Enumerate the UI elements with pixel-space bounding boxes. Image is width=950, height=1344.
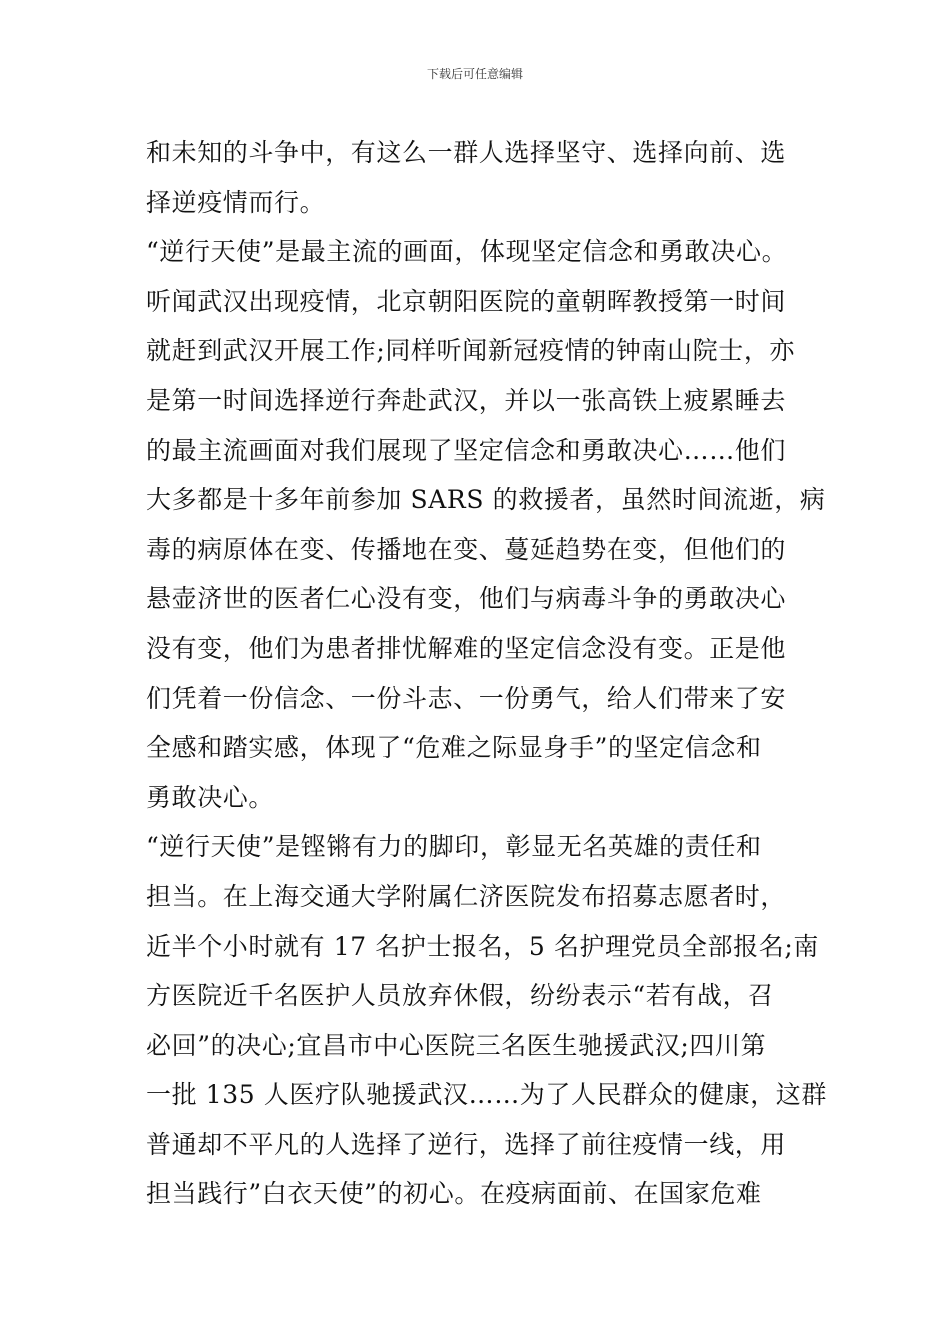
text-line: 和未知的斗争中，有这么一群人选择坚守、选择向前、选	[146, 138, 787, 167]
text-line: 必回”的决心;宜昌市中心医院三名医生驰援武汉;四川第	[146, 1030, 767, 1060]
text-line: 全感和踏实感，体现了“危难之际显身手”的坚定信念和	[146, 733, 762, 763]
text-line: “逆行天使”是最主流的画面，体现坚定信念和勇敢决心。	[146, 237, 788, 267]
text-line: 大多都是十多年前参加 SARS 的救援者，虽然时间流逝，病	[146, 485, 826, 515]
text-line: 担当。在上海交通大学附属仁济医院发布招募志愿者时，	[146, 881, 787, 911]
text-line: 方医院近千名医护人员放弃休假，纷纷表示“若有战，召	[146, 981, 774, 1011]
text-line: 近半个小时就有 17 名护士报名，5 名护理党员全部报名;南	[146, 931, 819, 961]
text-line: 的最主流画面对我们展现了坚定信念和勇敢决心……他们	[146, 435, 787, 465]
text-line: 一批 135 人医疗队驰援武汉……为了人民群众的健康，这群	[146, 1080, 828, 1110]
text-line: 们凭着一份信念、一份斗志、一份勇气，给人们带来了安	[146, 683, 787, 713]
text-line: 普通却不平凡的人选择了逆行，选择了前往疫情一线，用	[146, 1129, 787, 1159]
text-line: 勇敢决心。	[146, 782, 275, 812]
text-line: 毒的病原体在变、传播地在变、蔓延趋势在变，但他们的	[146, 534, 787, 564]
text-line: “逆行天使”是铿锵有力的脚印，彰显无名英雄的责任和	[146, 832, 762, 862]
document-body	[146, 128, 826, 1219]
text-line: 就赶到武汉开展工作;同样听闻新冠疫情的钟南山院士，亦	[146, 336, 796, 366]
text-line: 是第一时间选择逆行奔赴武汉，并以一张高铁上疲累睡去	[146, 385, 787, 415]
text-line: 悬壶济世的医者仁心没有变，他们与病毒斗争的勇敢决心	[146, 584, 787, 614]
page-header: 下载后可任意编辑	[426, 67, 523, 81]
text-line: 择逆疫情而行。	[146, 187, 326, 217]
text-line: 听闻武汉出现疫情，北京朝阳医院的童朝晖教授第一时间	[146, 286, 787, 316]
text-line: 没有变，他们为患者排忧解难的坚定信念没有变。正是他	[146, 633, 787, 663]
text-line: 担当践行”白衣天使”的初心。在疫病面前、在国家危难	[146, 1179, 762, 1209]
